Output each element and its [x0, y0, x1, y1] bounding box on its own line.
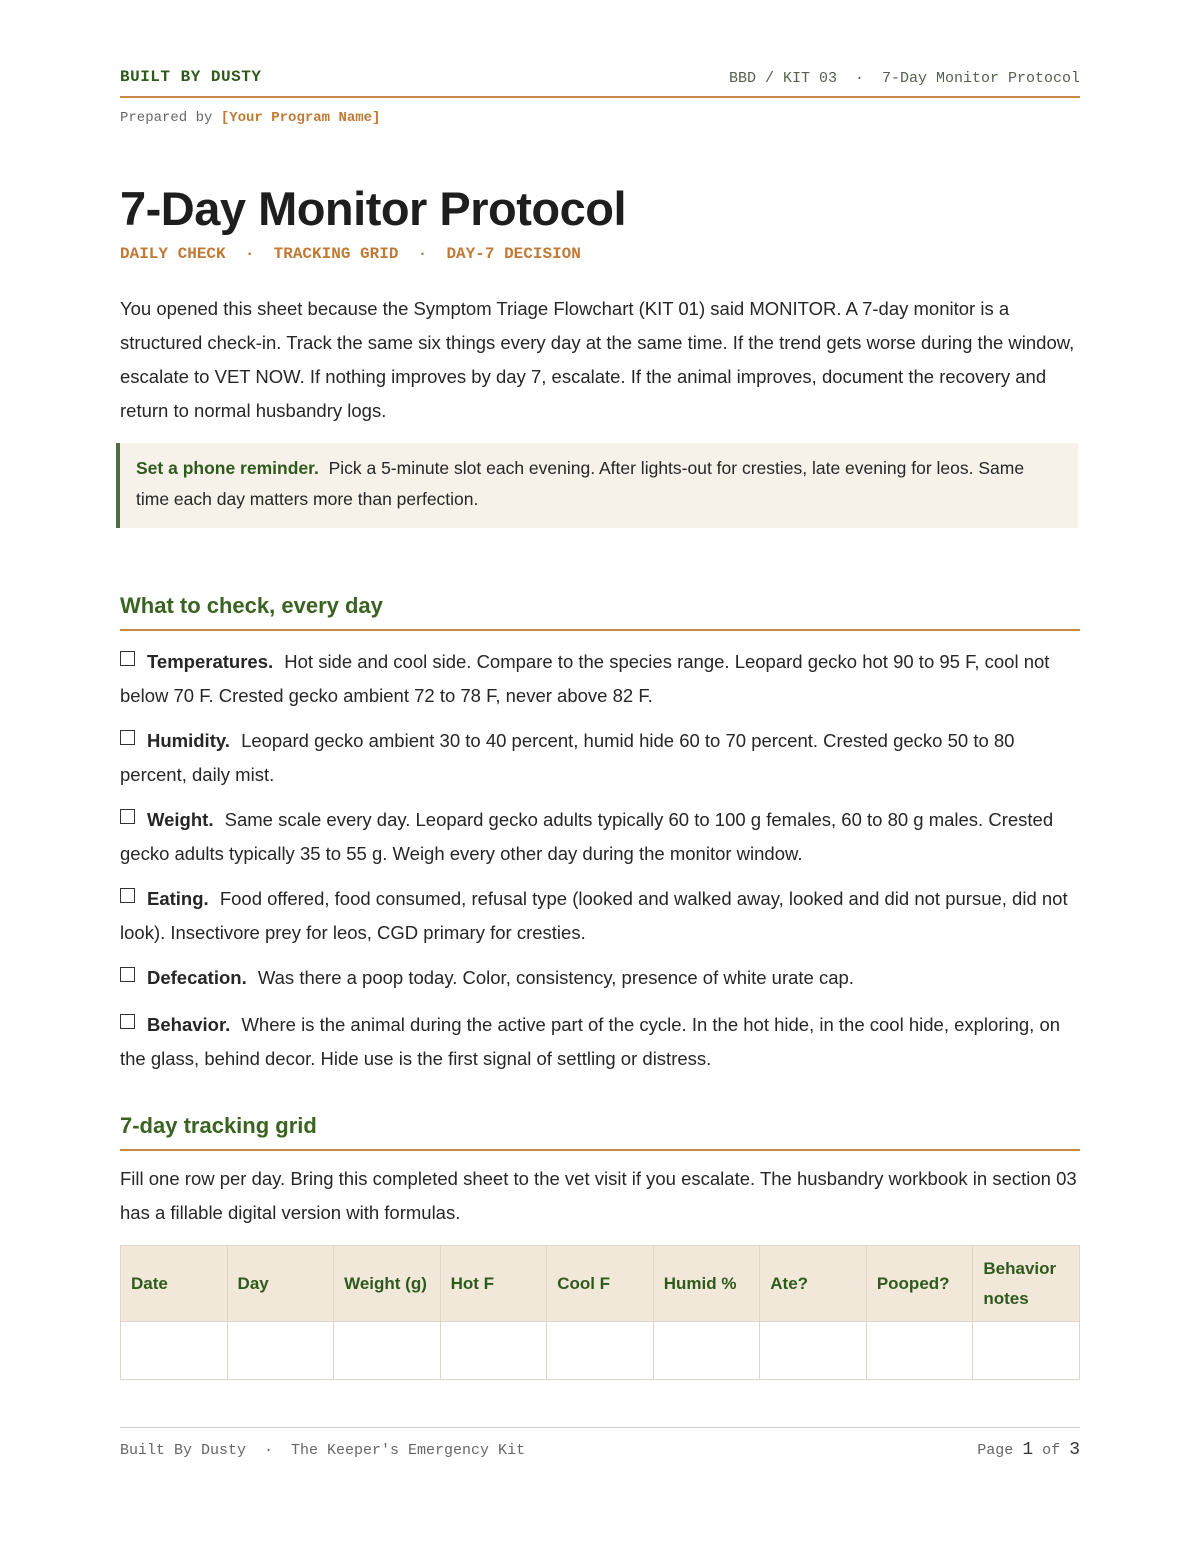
brand-name: BUILT BY DUSTY	[120, 68, 262, 86]
check-item-text: Hot side and cool side. Compare to the species range. Leopard gecko hot 90 to 95 F, cool not below 70 F. Crested gecko ambient 72 to 78 F, never above 82 F.	[120, 651, 1050, 706]
tracking-grid-table	[120, 1245, 1080, 1380]
page-header	[120, 68, 1080, 90]
checkbox[interactable]	[120, 888, 135, 903]
table-cell[interactable]	[121, 1322, 228, 1380]
check-item-label: Behavior.	[147, 1014, 231, 1035]
tracking-grid-heading: 7-day tracking grid	[120, 1113, 317, 1138]
check-item-text: Where is the animal during the active part of the cycle. In the hot hide, in the cool hide, exploring, on the glass, behind decor. Hide use is the first signal of settling or distress.	[120, 1014, 1061, 1069]
column-header-cool: Cool F	[547, 1246, 654, 1322]
table-cell[interactable]	[653, 1322, 760, 1380]
check-item-eating	[120, 882, 1070, 950]
section-kicker: DAILY CHECK · TRACKING GRID · DAY-7 DECISION	[120, 245, 581, 263]
document-reference: BBD / KIT 03 · 7-Day Monitor Protocol	[728, 70, 1080, 87]
checkbox[interactable]	[120, 967, 135, 982]
checklist-heading: What to check, every day	[120, 593, 383, 618]
table-cell[interactable]	[227, 1322, 334, 1380]
total-pages: 3	[1069, 1440, 1080, 1460]
tracking-grid-divider	[120, 1149, 1080, 1151]
column-header-day: Day	[227, 1246, 334, 1322]
callout-lead: Set a phone reminder.	[136, 458, 319, 478]
table-cell[interactable]	[547, 1322, 654, 1380]
check-item-defecation	[120, 961, 1070, 995]
check-item-behavior	[120, 1008, 1070, 1076]
check-item-humidity	[120, 724, 1070, 792]
check-item-label: Humidity.	[147, 730, 230, 751]
column-header-pooped: Pooped?	[866, 1246, 973, 1322]
column-header-behavior-notes: Behavior notes	[973, 1246, 1080, 1322]
page-number	[977, 1440, 1080, 1460]
column-header-humid: Humid %	[653, 1246, 760, 1322]
callout-text: Pick a 5-minute slot each evening. After lights-out for cresties, late evening for leos. Same time each day matters more than perfection.	[136, 458, 1025, 509]
check-item-label: Weight.	[147, 809, 214, 830]
table-header-row	[121, 1246, 1080, 1322]
checklist-divider	[120, 629, 1080, 631]
check-item-label: Defecation.	[147, 967, 247, 988]
footer-credit: Built By Dusty · The Keeper's Emergency Kit	[120, 1442, 526, 1459]
table-cell[interactable]	[440, 1322, 547, 1380]
footer-divider	[120, 1427, 1080, 1428]
check-item-text: Leopard gecko ambient 30 to 40 percent, humid hide 60 to 70 percent. Crested gecko 50 to 80 percent, daily mist.	[120, 730, 1015, 785]
column-header-date: Date	[121, 1246, 228, 1322]
page-label: Page	[977, 1442, 1014, 1459]
of-label: of	[1042, 1442, 1061, 1459]
table-row	[121, 1322, 1080, 1380]
checkbox[interactable]	[120, 1014, 135, 1029]
table-cell[interactable]	[866, 1322, 973, 1380]
check-item-text: Food offered, food consumed, refusal type (looked and walked away, looked and did not pursue, did not look). Insectivore prey for leos, CGD primary for cresties.	[120, 888, 1068, 943]
current-page: 1	[1022, 1440, 1034, 1460]
table-cell[interactable]	[334, 1322, 441, 1380]
column-header-ate: Ate?	[760, 1246, 867, 1322]
reminder-callout	[116, 443, 1078, 528]
checkbox[interactable]	[120, 809, 135, 824]
table-cell[interactable]	[760, 1322, 867, 1380]
column-header-weight: Weight (g)	[334, 1246, 441, 1322]
page-title: 7-Day Monitor Protocol	[120, 182, 627, 235]
check-item-label: Temperatures.	[147, 651, 274, 672]
table-cell[interactable]	[973, 1322, 1080, 1380]
header-divider	[120, 96, 1080, 98]
tracking-grid-intro: Fill one row per day. Bring this completed sheet to the vet visit if you escalate. The husbandry workbook in section 03 has a fillable digital version with formulas.	[120, 1168, 1077, 1223]
prepared-by-label: Prepared by	[120, 110, 213, 126]
prepared-by	[120, 110, 380, 126]
checkbox[interactable]	[120, 651, 135, 666]
column-header-hot: Hot F	[440, 1246, 547, 1322]
check-item-weight	[120, 803, 1070, 871]
check-item-temperatures	[120, 645, 1070, 713]
check-item-label: Eating.	[147, 888, 209, 909]
checkbox[interactable]	[120, 730, 135, 745]
intro-paragraph: You opened this sheet because the Symptom Triage Flowchart (KIT 01) said MONITOR. A 7-day monitor is a structured check-in. Track the same six things every day at the same time. If the trend gets worse during the window, escalate to VET NOW. If nothing improves by day 7, escalate. If the animal improves, document the recovery and return to normal husbandry logs.	[120, 298, 1075, 421]
program-name-placeholder: [Your Program Name]	[220, 110, 381, 126]
check-item-text: Same scale every day. Leopard gecko adults typically 60 to 100 g females, 60 to 80 g males. Crested gecko adults typically 35 to 55 g. Weigh every other day during the monitor window.	[120, 809, 1054, 864]
check-item-text: Was there a poop today. Color, consistency, presence of white urate cap.	[257, 967, 854, 988]
